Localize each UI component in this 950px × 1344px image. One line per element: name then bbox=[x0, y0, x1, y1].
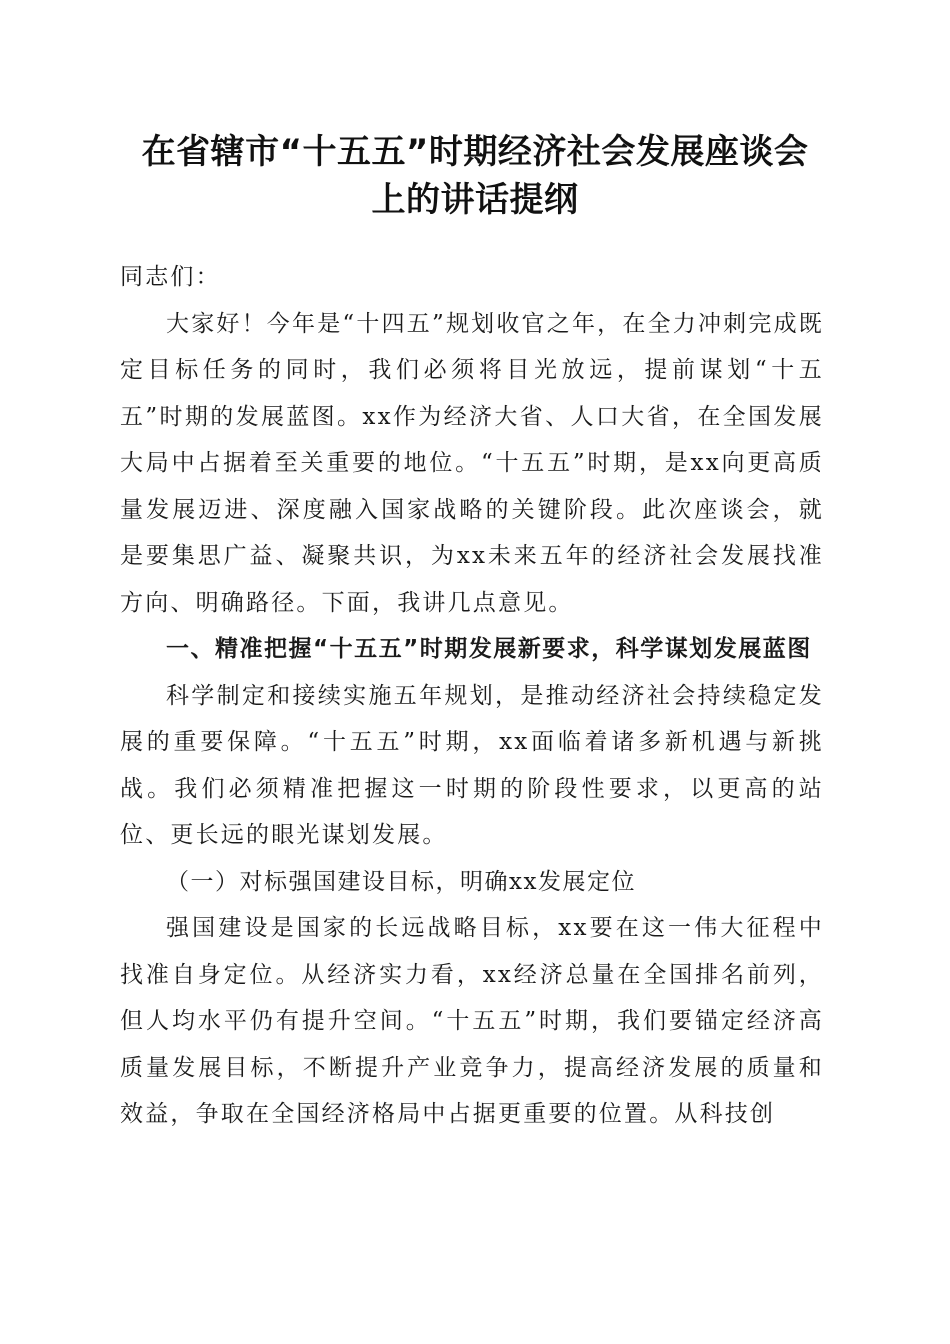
title-line-2: 上的讲话提纲 bbox=[371, 180, 579, 220]
subsection-1-heading: （一）对标强国建设目标，明确xx发展定位 bbox=[166, 868, 636, 895]
section-1-paragraph: 科学制定和接续实施五年规划，是推动经济社会持续稳定发展的重要保障。“十五五”时期，xx面临着诸多新机遇与新挑战。我们必须精准把握这一时期的阶段性要求，以更高的站位、更长远的眼光谋划发展。 bbox=[120, 682, 824, 848]
intro-paragraph: 大家好！今年是“十四五”规划收官之年，在全力冲刺完成既定目标任务的同时，我们必须将目光放远，提前谋划“十五五”时期的发展蓝图。xx作为经济大省、人口大省，在全国发展大局中占据着至关重要的地位。“十五五”时期，是xx向更高质量发展迈进、深度融入国家战略的关键阶段。此次座谈会，就是要集思广益、凝聚共识，为xx未来五年的经济社会发展找准方向、明确路径。下面，我讲几点意见。 bbox=[120, 310, 824, 616]
salutation: 同志们： bbox=[120, 264, 221, 290]
document-title bbox=[100, 128, 850, 224]
title-line-1: 在省辖市“十五五”时期经济社会发展座谈会 bbox=[141, 132, 809, 172]
subsection-1-paragraph: 强国建设是国家的长远战略目标，xx要在这一伟大征程中找准自身定位。从经济实力看，xx经济总量在全国排名前列，但人均水平仍有提升空间。“十五五”时期，我们要锚定经济高质量发展目标，不断提升产业竞争力，提高经济发展的质量和效益，争取在全国经济格局中占据更重要的位置。从科技创 bbox=[120, 915, 824, 1127]
document-body bbox=[120, 254, 824, 1138]
section-1-heading: 一、精准把握“十五五”时期发展新要求，科学谋划发展蓝图 bbox=[166, 636, 812, 662]
